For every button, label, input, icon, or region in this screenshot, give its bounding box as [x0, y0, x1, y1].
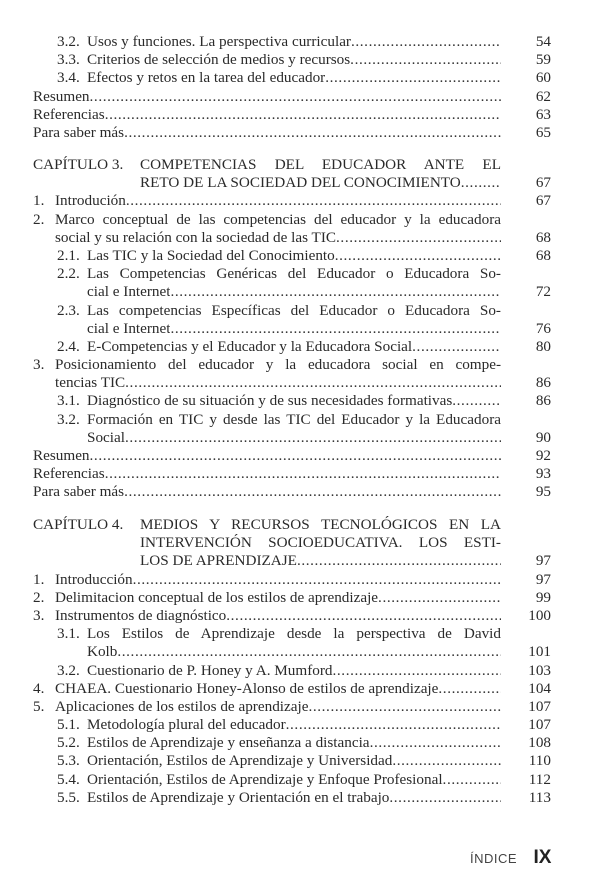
entry-number: 3.2.	[57, 661, 80, 679]
entry-title: Referencias	[33, 105, 105, 123]
entry-page-number: 112	[528, 770, 551, 788]
toc-entry-line	[33, 698, 551, 716]
entry-page-number: 63	[535, 105, 551, 123]
dot-leader	[90, 447, 501, 465]
toc-entry-line	[33, 716, 551, 734]
entry-title: Resumen	[33, 87, 90, 105]
entry-page-number: 68	[535, 246, 551, 264]
toc-entry-line	[33, 265, 551, 283]
entry-title: Introducción	[55, 570, 133, 588]
entry-page-number: 93	[535, 465, 551, 483]
entry-number: 3.	[33, 356, 45, 374]
dot-leader	[438, 680, 501, 698]
dot-leader	[351, 33, 501, 51]
entry-title: Posicionamiento del educador y la educadora social en compe-	[55, 356, 501, 374]
dot-leader	[335, 247, 501, 265]
toc-section-chapter-4	[33, 516, 551, 807]
dot-leader	[461, 174, 501, 192]
toc-entry-line	[33, 51, 551, 69]
dot-leader	[389, 789, 501, 807]
toc-entry-line	[33, 283, 551, 301]
dot-leader	[125, 374, 501, 392]
entry-title: RETO DE LA SOCIEDAD DEL CONOCIMIENTO	[140, 174, 461, 192]
entry-title: Instrumentos de diagnóstico	[55, 606, 227, 624]
toc-entry-line	[33, 516, 551, 534]
dot-leader	[170, 283, 501, 301]
dot-leader	[170, 320, 501, 338]
entry-number: 2.2.	[57, 265, 80, 283]
entry-title: MEDIOS Y RECURSOS TECNOLÓGICOS EN LA	[140, 516, 501, 533]
entry-page-number: 62	[535, 87, 551, 105]
toc-entry-line	[33, 752, 551, 770]
entry-number: 5.2.	[57, 734, 80, 752]
dot-leader	[90, 88, 501, 106]
entry-title: Criterios de selección de medios y recursos	[87, 51, 351, 69]
entry-title: Las TIC y la Sociedad del Conocimiento	[87, 246, 335, 264]
entry-number: 3.	[33, 606, 45, 624]
dot-leader	[370, 734, 501, 752]
entry-number: 3.2.	[57, 410, 80, 428]
entry-number: 2.4.	[57, 337, 80, 355]
entry-number: 4.	[33, 679, 45, 697]
entry-title: Estilos de Aprendizaje y enseñanza a distancia	[87, 734, 370, 752]
toc-entry-line	[33, 680, 551, 698]
dot-leader	[350, 51, 501, 69]
entry-title: E-Competencias y el Educador y la Educadora Social	[87, 337, 413, 355]
entry-page-number: 80	[535, 337, 551, 355]
entry-page-number: 97	[535, 570, 551, 588]
entry-title: cial e Internet	[87, 283, 171, 301]
entry-page-number: 95	[535, 483, 551, 501]
toc-entry-line	[33, 607, 551, 625]
entry-title: Orientación, Estilos de Aprendizaje y Enfoque Profesional	[87, 770, 443, 788]
entry-page-number: 107	[528, 697, 551, 715]
entry-page-number: 103	[528, 661, 551, 679]
entry-title: Social	[87, 428, 125, 446]
toc-entry-line	[33, 192, 551, 210]
entry-title: Formación en TIC y desde las TIC del Educador y la Educadora	[87, 410, 501, 428]
entry-page-number: 113	[528, 788, 551, 806]
entry-number: CAPÍTULO 3.	[33, 156, 124, 173]
entry-title: Referencias	[33, 465, 105, 483]
toc-section-chapter-2-end	[33, 33, 551, 142]
toc-entry-line	[33, 534, 551, 552]
toc-entry-line	[33, 302, 551, 320]
toc-entry-line	[33, 465, 551, 483]
entry-title: cial e Internet	[87, 319, 171, 337]
entry-page-number: 99	[535, 588, 551, 606]
entry-title: COMPETENCIAS DEL EDUCADOR ANTE EL	[140, 156, 501, 173]
dot-leader	[412, 338, 501, 356]
entry-page-number: 90	[535, 428, 551, 446]
entry-number: 5.1.	[57, 716, 80, 734]
toc-entry-line	[33, 33, 551, 51]
entry-number: 3.1.	[57, 625, 80, 643]
dot-leader	[325, 69, 501, 87]
entry-title: Aplicaciones de los estilos de aprendizaje	[55, 697, 309, 715]
entry-title: tencias TIC	[55, 374, 126, 392]
entry-title: Estilos de Aprendizaje y Orientación en el trabajo	[87, 788, 390, 806]
toc-entry-line	[33, 662, 551, 680]
entry-title: Para saber más	[33, 483, 125, 501]
entry-number: 5.4.	[57, 770, 80, 788]
entry-page-number: 86	[535, 392, 551, 410]
entry-title: Kolb	[87, 643, 118, 661]
entry-number: 2.1.	[57, 246, 80, 264]
entry-number: 1.	[33, 570, 45, 588]
entry-page-number: 92	[535, 447, 551, 464]
dot-leader	[297, 552, 501, 570]
entry-page-number: 68	[535, 228, 551, 246]
toc-entry-line	[33, 156, 551, 174]
dot-leader	[308, 698, 501, 716]
entry-page-number: 104	[528, 679, 551, 697]
toc-entry-line	[33, 229, 551, 247]
entry-page-number: 107	[528, 716, 551, 734]
toc-entry-line	[33, 625, 551, 643]
entry-title: social y su relación con la sociedad de las TIC	[55, 228, 337, 246]
entry-number: 1.	[33, 192, 45, 210]
entry-page-number: 86	[535, 374, 551, 392]
entry-number: 5.3.	[57, 752, 80, 770]
toc-entry-line	[33, 124, 551, 142]
entry-page-number: 97	[535, 552, 551, 570]
toc-entry-line	[33, 734, 551, 752]
entry-title: INTERVENCIÓN SOCIOEDUCATIVA. LOS ESTI-	[140, 534, 501, 552]
entry-number: 2.3.	[57, 301, 80, 319]
toc-entry-line	[33, 211, 551, 229]
dot-leader	[452, 392, 501, 410]
toc-entry-line	[33, 789, 551, 807]
entry-number: 2.	[33, 588, 45, 606]
entry-title: Marco conceptual de las competencias del educador y la educadora	[55, 210, 501, 228]
dot-leader	[443, 771, 501, 789]
page-number: IX	[533, 847, 552, 868]
entry-page-number: 54	[535, 33, 551, 50]
dot-leader	[105, 106, 501, 124]
entry-title: Diagnóstico de su situación y de sus necesidades formativas	[87, 392, 453, 410]
toc-entry-line	[33, 771, 551, 789]
toc-entry-line	[33, 106, 551, 124]
entry-number: 3.4.	[57, 69, 80, 87]
dot-leader	[124, 124, 501, 142]
entry-number: 3.3.	[57, 51, 80, 69]
toc-entry-line	[33, 338, 551, 356]
dot-leader	[126, 192, 501, 210]
entry-page-number: 60	[535, 69, 551, 87]
toc-entry-line	[33, 356, 551, 374]
entry-title: Las Competencias Genéricas del Educador o Educadora So-	[87, 265, 501, 283]
entry-page-number: 76	[535, 319, 551, 337]
entry-number: 2.	[33, 210, 45, 228]
entry-title: Introdución	[55, 192, 126, 210]
toc-entry-line	[33, 174, 551, 192]
toc-entry-line	[33, 571, 551, 589]
dot-leader	[125, 429, 501, 447]
entry-page-number: 72	[535, 283, 551, 301]
dot-leader	[333, 662, 501, 680]
entry-title: LOS DE APRENDIZAJE	[140, 552, 297, 570]
entry-page-number: 101	[528, 643, 551, 661]
toc-entry-line	[33, 643, 551, 661]
entry-page-number: 67	[535, 174, 551, 192]
dot-leader	[378, 589, 501, 607]
entry-number: 5.5.	[57, 788, 80, 806]
running-head: ÍNDICE	[470, 851, 518, 866]
entry-title: Usos y funciones. La perspectiva curricular	[87, 33, 351, 50]
entry-title: Metodología plural del educador	[87, 716, 286, 734]
page-footer	[470, 847, 551, 869]
entry-page-number: 100	[528, 606, 551, 624]
entry-title: Cuestionario de P. Honey y A. Mumford	[87, 661, 333, 679]
dot-leader	[392, 752, 501, 770]
entry-title: Para saber más	[33, 123, 125, 141]
entry-number: 5.	[33, 697, 45, 715]
toc-section-chapter-3	[33, 156, 551, 502]
dot-leader	[105, 465, 501, 483]
dot-leader	[286, 716, 501, 734]
entry-page-number: 59	[535, 51, 551, 69]
dot-leader	[226, 607, 501, 625]
toc-entry-line	[33, 429, 551, 447]
dot-leader	[336, 229, 501, 247]
toc-entry-line	[33, 483, 551, 501]
toc-entry-line	[33, 374, 551, 392]
entry-title: Resumen	[33, 447, 90, 464]
dot-leader	[124, 483, 501, 501]
toc-entry-line	[33, 392, 551, 410]
entry-number: 3.1.	[57, 392, 80, 410]
dot-leader	[117, 643, 501, 661]
entry-title: Delimitacion conceptual de los estilos de aprendizaje	[55, 588, 379, 606]
entry-title: Efectos y retos en la tarea del educador	[87, 69, 326, 87]
entry-page-number: 110	[528, 752, 551, 770]
entry-page-number: 67	[535, 192, 551, 210]
entry-page-number: 108	[528, 734, 551, 752]
toc-entry-line	[33, 552, 551, 570]
toc-entry-line	[33, 88, 551, 106]
entry-title: Orientación, Estilos de Aprendizaje y Universidad	[87, 752, 393, 770]
entry-number: 3.2.	[57, 33, 80, 50]
toc-entry-line	[33, 447, 551, 465]
entry-title: Los Estilos de Aprendizaje desde la perspectiva de David	[87, 625, 501, 643]
toc-entry-line	[33, 411, 551, 429]
toc-entry-line	[33, 247, 551, 265]
entry-number: CAPÍTULO 4.	[33, 516, 124, 533]
entry-title: Las competencias Específicas del Educador o Educadora So-	[87, 301, 501, 319]
toc-entry-line	[33, 589, 551, 607]
entry-page-number: 65	[535, 123, 551, 141]
toc-entry-line	[33, 320, 551, 338]
dot-leader	[133, 571, 501, 589]
entry-title: CHAEA. Cuestionario Honey-Alonso de estilos de aprendizaje	[55, 679, 439, 697]
toc-entry-line	[33, 69, 551, 87]
